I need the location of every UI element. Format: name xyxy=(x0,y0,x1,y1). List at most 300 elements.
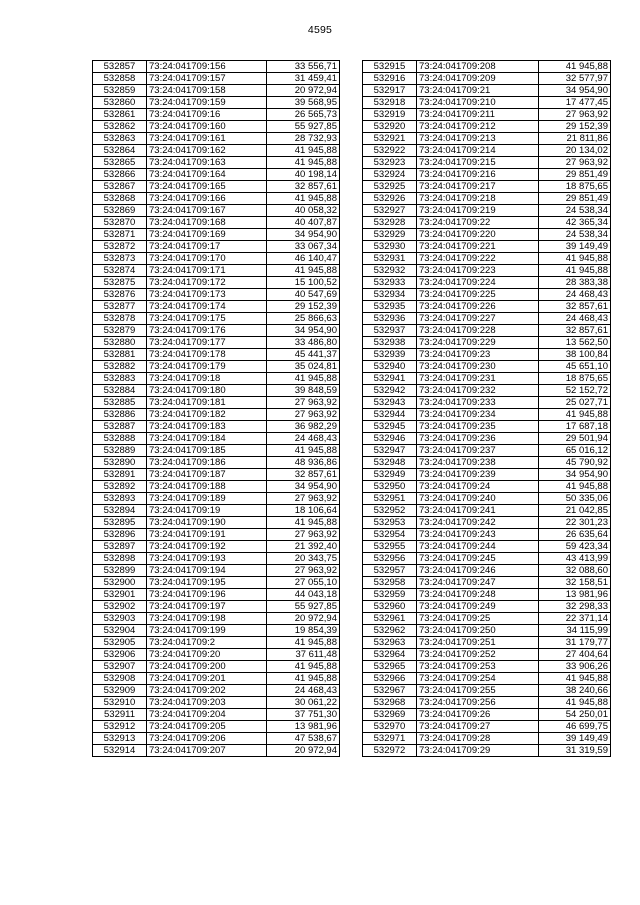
value-cell: 55 927,85 xyxy=(267,601,340,613)
table-row xyxy=(93,673,340,685)
value-cell: 28 383,38 xyxy=(539,277,611,289)
value-cell: 32 857,61 xyxy=(267,469,340,481)
value-cell: 30 061,22 xyxy=(267,697,340,709)
record-number-cell: 532932 xyxy=(363,265,417,277)
value-cell: 22 371,14 xyxy=(539,613,611,625)
value-cell: 34 954,90 xyxy=(539,469,611,481)
cadastral-number-cell: 73:24:041709:250 xyxy=(417,625,539,637)
value-cell: 13 981,96 xyxy=(267,721,340,733)
table-row xyxy=(363,721,611,733)
cadastral-number-cell: 73:24:041709:19 xyxy=(147,505,267,517)
table-row xyxy=(93,73,340,85)
cadastral-number-cell: 73:24:041709:256 xyxy=(417,697,539,709)
record-number-cell: 532909 xyxy=(93,685,147,697)
table-row xyxy=(363,553,611,565)
value-cell: 24 468,43 xyxy=(267,685,340,697)
cadastral-number-cell: 73:24:041709:165 xyxy=(147,181,267,193)
cadastral-number-cell: 73:24:041709:236 xyxy=(417,433,539,445)
record-number-cell: 532936 xyxy=(363,313,417,325)
record-number-cell: 532937 xyxy=(363,325,417,337)
cadastral-number-cell: 73:24:041709:234 xyxy=(417,409,539,421)
table-row xyxy=(363,385,611,397)
table-row xyxy=(93,565,340,577)
record-number-cell: 532970 xyxy=(363,721,417,733)
cadastral-number-cell: 73:24:041709:16 xyxy=(147,109,267,121)
value-cell: 26 565,73 xyxy=(267,109,340,121)
value-cell: 24 468,43 xyxy=(539,313,611,325)
record-number-cell: 532857 xyxy=(93,61,147,73)
cadastral-number-cell: 73:24:041709:192 xyxy=(147,541,267,553)
table-row xyxy=(93,481,340,493)
cadastral-number-cell: 73:24:041709:173 xyxy=(147,289,267,301)
value-cell: 41 945,88 xyxy=(267,517,340,529)
table-row xyxy=(93,733,340,745)
record-number-cell: 532957 xyxy=(363,565,417,577)
cadastral-number-cell: 73:24:041709:191 xyxy=(147,529,267,541)
table-row xyxy=(363,157,611,169)
value-cell: 48 936,86 xyxy=(267,457,340,469)
cadastral-number-cell: 73:24:041709:216 xyxy=(417,169,539,181)
value-cell: 41 945,88 xyxy=(267,193,340,205)
record-number-cell: 532912 xyxy=(93,721,147,733)
value-cell: 54 250,01 xyxy=(539,709,611,721)
table-row xyxy=(363,685,611,697)
cadastral-number-cell: 73:24:041709:220 xyxy=(417,229,539,241)
table-row xyxy=(93,433,340,445)
value-cell: 22 301,23 xyxy=(539,517,611,529)
table-row xyxy=(93,121,340,133)
record-number-cell: 532952 xyxy=(363,505,417,517)
table-row xyxy=(363,601,611,613)
table-row xyxy=(93,373,340,385)
table-row xyxy=(93,229,340,241)
value-cell: 37 611,48 xyxy=(267,649,340,661)
table-row xyxy=(363,337,611,349)
value-cell: 27 963,92 xyxy=(539,157,611,169)
record-number-cell: 532888 xyxy=(93,433,147,445)
value-cell: 24 538,34 xyxy=(539,205,611,217)
cadastral-number-cell: 73:24:041709:186 xyxy=(147,457,267,469)
record-number-cell: 532894 xyxy=(93,505,147,517)
cadastral-number-cell: 73:24:041709:206 xyxy=(147,733,267,745)
value-cell: 18 875,65 xyxy=(539,373,611,385)
value-cell: 41 945,88 xyxy=(267,157,340,169)
cadastral-number-cell: 73:24:041709:193 xyxy=(147,553,267,565)
table-row xyxy=(363,133,611,145)
record-number-cell: 532961 xyxy=(363,613,417,625)
record-number-cell: 532900 xyxy=(93,577,147,589)
cadastral-number-cell: 73:24:041709:225 xyxy=(417,289,539,301)
record-number-cell: 532875 xyxy=(93,277,147,289)
value-cell: 32 857,61 xyxy=(539,325,611,337)
table-row xyxy=(93,517,340,529)
record-number-cell: 532858 xyxy=(93,73,147,85)
table-row xyxy=(93,649,340,661)
value-cell: 32 158,51 xyxy=(539,577,611,589)
table-row xyxy=(93,589,340,601)
record-number-cell: 532921 xyxy=(363,133,417,145)
cadastral-number-cell: 73:24:041709:22 xyxy=(417,217,539,229)
cadastral-number-cell: 73:24:041709:219 xyxy=(417,205,539,217)
value-cell: 41 945,88 xyxy=(267,373,340,385)
right-data-table xyxy=(362,60,611,757)
cadastral-number-cell: 73:24:041709:185 xyxy=(147,445,267,457)
cadastral-number-cell: 73:24:041709:244 xyxy=(417,541,539,553)
value-cell: 32 857,61 xyxy=(539,301,611,313)
value-cell: 20 343,75 xyxy=(267,553,340,565)
record-number-cell: 532966 xyxy=(363,673,417,685)
value-cell: 21 042,85 xyxy=(539,505,611,517)
cadastral-number-cell: 73:24:041709:194 xyxy=(147,565,267,577)
table-row xyxy=(93,181,340,193)
record-number-cell: 532956 xyxy=(363,553,417,565)
record-number-cell: 532869 xyxy=(93,205,147,217)
cadastral-number-cell: 73:24:041709:213 xyxy=(417,133,539,145)
value-cell: 39 568,95 xyxy=(267,97,340,109)
cadastral-number-cell: 73:24:041709:252 xyxy=(417,649,539,661)
value-cell: 41 945,88 xyxy=(267,637,340,649)
cadastral-number-cell: 73:24:041709:210 xyxy=(417,97,539,109)
record-number-cell: 532948 xyxy=(363,457,417,469)
record-number-cell: 532891 xyxy=(93,469,147,481)
table-row xyxy=(363,613,611,625)
record-number-cell: 532934 xyxy=(363,289,417,301)
table-row xyxy=(93,397,340,409)
value-cell: 43 413,99 xyxy=(539,553,611,565)
cadastral-number-cell: 73:24:041709:228 xyxy=(417,325,539,337)
record-number-cell: 532864 xyxy=(93,145,147,157)
value-cell: 46 140,47 xyxy=(267,253,340,265)
cadastral-number-cell: 73:24:041709:157 xyxy=(147,73,267,85)
cadastral-number-cell: 73:24:041709:214 xyxy=(417,145,539,157)
cadastral-number-cell: 73:24:041709:161 xyxy=(147,133,267,145)
record-number-cell: 532931 xyxy=(363,253,417,265)
table-row xyxy=(363,649,611,661)
cadastral-number-cell: 73:24:041709:159 xyxy=(147,97,267,109)
table-row xyxy=(93,445,340,457)
value-cell: 13 981,96 xyxy=(539,589,611,601)
table-row xyxy=(93,709,340,721)
value-cell: 39 149,49 xyxy=(539,733,611,745)
cadastral-number-cell: 73:24:041709:179 xyxy=(147,361,267,373)
table-row xyxy=(363,481,611,493)
record-number-cell: 532953 xyxy=(363,517,417,529)
value-cell: 21 811,86 xyxy=(539,133,611,145)
value-cell: 41 945,88 xyxy=(267,265,340,277)
record-number-cell: 532916 xyxy=(363,73,417,85)
record-number-cell: 532890 xyxy=(93,457,147,469)
value-cell: 65 016,12 xyxy=(539,445,611,457)
value-cell: 26 635,64 xyxy=(539,529,611,541)
value-cell: 33 067,34 xyxy=(267,241,340,253)
table-row xyxy=(363,433,611,445)
cadastral-number-cell: 73:24:041709:247 xyxy=(417,577,539,589)
cadastral-number-cell: 73:24:041709:158 xyxy=(147,85,267,97)
cadastral-number-cell: 73:24:041709:227 xyxy=(417,313,539,325)
table-row xyxy=(93,577,340,589)
value-cell: 34 954,90 xyxy=(539,85,611,97)
value-cell: 32 857,61 xyxy=(267,181,340,193)
record-number-cell: 532947 xyxy=(363,445,417,457)
record-number-cell: 532930 xyxy=(363,241,417,253)
record-number-cell: 532870 xyxy=(93,217,147,229)
table-row xyxy=(363,301,611,313)
record-number-cell: 532963 xyxy=(363,637,417,649)
table-row xyxy=(363,121,611,133)
table-row xyxy=(93,697,340,709)
value-cell: 32 298,33 xyxy=(539,601,611,613)
cadastral-number-cell: 73:24:041709:184 xyxy=(147,433,267,445)
value-cell: 39 848,59 xyxy=(267,385,340,397)
table-row xyxy=(93,301,340,313)
cadastral-number-cell: 73:24:041709:246 xyxy=(417,565,539,577)
table-row xyxy=(363,61,611,73)
record-number-cell: 532907 xyxy=(93,661,147,673)
table-row xyxy=(363,589,611,601)
value-cell: 47 538,67 xyxy=(267,733,340,745)
table-row xyxy=(93,541,340,553)
value-cell: 41 945,88 xyxy=(267,145,340,157)
cadastral-number-cell: 73:24:041709:239 xyxy=(417,469,539,481)
record-number-cell: 532898 xyxy=(93,553,147,565)
value-cell: 40 198,14 xyxy=(267,169,340,181)
cadastral-number-cell: 73:24:041709:177 xyxy=(147,337,267,349)
cadastral-number-cell: 73:24:041709:251 xyxy=(417,637,539,649)
record-number-cell: 532919 xyxy=(363,109,417,121)
table-row xyxy=(363,709,611,721)
record-number-cell: 532887 xyxy=(93,421,147,433)
record-number-cell: 532895 xyxy=(93,517,147,529)
record-number-cell: 532925 xyxy=(363,181,417,193)
value-cell: 20 972,94 xyxy=(267,745,340,757)
record-number-cell: 532950 xyxy=(363,481,417,493)
table-row xyxy=(93,529,340,541)
cadastral-number-cell: 73:24:041709:180 xyxy=(147,385,267,397)
cadastral-number-cell: 73:24:041709:209 xyxy=(417,73,539,85)
cadastral-number-cell: 73:24:041709:164 xyxy=(147,169,267,181)
record-number-cell: 532893 xyxy=(93,493,147,505)
table-row xyxy=(93,169,340,181)
cadastral-number-cell: 73:24:041709:205 xyxy=(147,721,267,733)
record-number-cell: 532918 xyxy=(363,97,417,109)
record-number-cell: 532967 xyxy=(363,685,417,697)
table-row xyxy=(363,445,611,457)
record-number-cell: 532938 xyxy=(363,337,417,349)
record-number-cell: 532889 xyxy=(93,445,147,457)
value-cell: 27 963,92 xyxy=(267,493,340,505)
cadastral-number-cell: 73:24:041709:198 xyxy=(147,613,267,625)
cadastral-number-cell: 73:24:041709:169 xyxy=(147,229,267,241)
cadastral-number-cell: 73:24:041709:215 xyxy=(417,157,539,169)
table-row xyxy=(363,85,611,97)
cadastral-number-cell: 73:24:041709:188 xyxy=(147,481,267,493)
value-cell: 34 954,90 xyxy=(267,481,340,493)
value-cell: 27 404,64 xyxy=(539,649,611,661)
record-number-cell: 532877 xyxy=(93,301,147,313)
value-cell: 34 115,99 xyxy=(539,625,611,637)
table-row xyxy=(363,145,611,157)
value-cell: 41 945,88 xyxy=(539,673,611,685)
cadastral-number-cell: 73:24:041709:231 xyxy=(417,373,539,385)
table-row xyxy=(363,577,611,589)
table-row xyxy=(93,253,340,265)
record-number-cell: 532871 xyxy=(93,229,147,241)
page-number: 4595 xyxy=(307,24,333,36)
cadastral-number-cell: 73:24:041709:26 xyxy=(417,709,539,721)
cadastral-number-cell: 73:24:041709:226 xyxy=(417,301,539,313)
record-number-cell: 532935 xyxy=(363,301,417,313)
cadastral-number-cell: 73:24:041709:202 xyxy=(147,685,267,697)
value-cell: 27 055,10 xyxy=(267,577,340,589)
table-row xyxy=(363,397,611,409)
table-row xyxy=(363,565,611,577)
record-number-cell: 532910 xyxy=(93,697,147,709)
value-cell: 19 854,39 xyxy=(267,625,340,637)
value-cell: 21 392,40 xyxy=(267,541,340,553)
record-number-cell: 532944 xyxy=(363,409,417,421)
value-cell: 17 477,45 xyxy=(539,97,611,109)
cadastral-number-cell: 73:24:041709:207 xyxy=(147,745,267,757)
record-number-cell: 532904 xyxy=(93,625,147,637)
cadastral-number-cell: 73:24:041709:23 xyxy=(417,349,539,361)
value-cell: 31 459,41 xyxy=(267,73,340,85)
record-number-cell: 532872 xyxy=(93,241,147,253)
table-row xyxy=(93,625,340,637)
value-cell: 38 240,66 xyxy=(539,685,611,697)
record-number-cell: 532954 xyxy=(363,529,417,541)
cadastral-number-cell: 73:24:041709:29 xyxy=(417,745,539,757)
record-number-cell: 532876 xyxy=(93,289,147,301)
table-row xyxy=(93,313,340,325)
cadastral-number-cell: 73:24:041709:237 xyxy=(417,445,539,457)
value-cell: 46 699,75 xyxy=(539,721,611,733)
record-number-cell: 532915 xyxy=(363,61,417,73)
value-cell: 15 100,52 xyxy=(267,277,340,289)
value-cell: 20 972,94 xyxy=(267,85,340,97)
cadastral-number-cell: 73:24:041709:230 xyxy=(417,361,539,373)
table-row xyxy=(93,97,340,109)
record-number-cell: 532969 xyxy=(363,709,417,721)
table-row xyxy=(93,157,340,169)
table-row xyxy=(93,745,340,757)
record-number-cell: 532917 xyxy=(363,85,417,97)
table-row xyxy=(93,337,340,349)
cadastral-number-cell: 73:24:041709:238 xyxy=(417,457,539,469)
record-number-cell: 532929 xyxy=(363,229,417,241)
value-cell: 42 365,34 xyxy=(539,217,611,229)
value-cell: 18 106,64 xyxy=(267,505,340,517)
cadastral-number-cell: 73:24:041709:240 xyxy=(417,493,539,505)
cadastral-number-cell: 73:24:041709:241 xyxy=(417,505,539,517)
cadastral-number-cell: 73:24:041709:249 xyxy=(417,601,539,613)
record-number-cell: 532903 xyxy=(93,613,147,625)
cadastral-number-cell: 73:24:041709:197 xyxy=(147,601,267,613)
record-number-cell: 532965 xyxy=(363,661,417,673)
cadastral-number-cell: 73:24:041709:224 xyxy=(417,277,539,289)
table-row xyxy=(93,133,340,145)
left-table-body xyxy=(93,61,340,757)
value-cell: 36 982,29 xyxy=(267,421,340,433)
cadastral-number-cell: 73:24:041709:174 xyxy=(147,301,267,313)
table-row xyxy=(93,601,340,613)
value-cell: 29 851,49 xyxy=(539,193,611,205)
value-cell: 28 732,93 xyxy=(267,133,340,145)
cadastral-number-cell: 73:24:041709:172 xyxy=(147,277,267,289)
value-cell: 45 441,37 xyxy=(267,349,340,361)
cadastral-number-cell: 73:24:041709:217 xyxy=(417,181,539,193)
table-row xyxy=(93,61,340,73)
value-cell: 41 945,88 xyxy=(539,697,611,709)
value-cell: 32 577,97 xyxy=(539,73,611,85)
value-cell: 27 963,92 xyxy=(267,409,340,421)
record-number-cell: 532880 xyxy=(93,337,147,349)
cadastral-number-cell: 73:24:041709:201 xyxy=(147,673,267,685)
record-number-cell: 532926 xyxy=(363,193,417,205)
value-cell: 24 468,43 xyxy=(267,433,340,445)
record-number-cell: 532922 xyxy=(363,145,417,157)
value-cell: 45 651,10 xyxy=(539,361,611,373)
record-number-cell: 532962 xyxy=(363,625,417,637)
table-row xyxy=(93,493,340,505)
record-number-cell: 532885 xyxy=(93,397,147,409)
record-number-cell: 532914 xyxy=(93,745,147,757)
record-number-cell: 532940 xyxy=(363,361,417,373)
cadastral-number-cell: 73:24:041709:189 xyxy=(147,493,267,505)
table-row xyxy=(363,253,611,265)
value-cell: 38 100,84 xyxy=(539,349,611,361)
record-number-cell: 532959 xyxy=(363,589,417,601)
record-number-cell: 532902 xyxy=(93,601,147,613)
value-cell: 25 866,63 xyxy=(267,313,340,325)
table-row xyxy=(363,493,611,505)
table-row xyxy=(363,529,611,541)
record-number-cell: 532867 xyxy=(93,181,147,193)
record-number-cell: 532945 xyxy=(363,421,417,433)
record-number-cell: 532905 xyxy=(93,637,147,649)
table-row xyxy=(363,637,611,649)
value-cell: 29 152,39 xyxy=(267,301,340,313)
table-row xyxy=(363,241,611,253)
value-cell: 29 851,49 xyxy=(539,169,611,181)
value-cell: 20 972,94 xyxy=(267,613,340,625)
table-row xyxy=(363,361,611,373)
value-cell: 41 945,88 xyxy=(539,253,611,265)
value-cell: 29 152,39 xyxy=(539,121,611,133)
record-number-cell: 532960 xyxy=(363,601,417,613)
table-row xyxy=(363,661,611,673)
table-row xyxy=(363,229,611,241)
cadastral-number-cell: 73:24:041709:24 xyxy=(417,481,539,493)
left-data-table xyxy=(92,60,340,757)
value-cell: 41 945,88 xyxy=(267,445,340,457)
value-cell: 32 088,60 xyxy=(539,565,611,577)
value-cell: 40 407,87 xyxy=(267,217,340,229)
value-cell: 24 538,34 xyxy=(539,229,611,241)
value-cell: 39 149,49 xyxy=(539,241,611,253)
value-cell: 27 963,92 xyxy=(267,529,340,541)
table-row xyxy=(363,97,611,109)
table-row xyxy=(363,265,611,277)
cadastral-number-cell: 73:24:041709:156 xyxy=(147,61,267,73)
cadastral-number-cell: 73:24:041709:242 xyxy=(417,517,539,529)
record-number-cell: 532941 xyxy=(363,373,417,385)
cadastral-number-cell: 73:24:041709:235 xyxy=(417,421,539,433)
table-row xyxy=(93,637,340,649)
cadastral-number-cell: 73:24:041709:167 xyxy=(147,205,267,217)
cadastral-number-cell: 73:24:041709:176 xyxy=(147,325,267,337)
record-number-cell: 532964 xyxy=(363,649,417,661)
table-row xyxy=(363,373,611,385)
